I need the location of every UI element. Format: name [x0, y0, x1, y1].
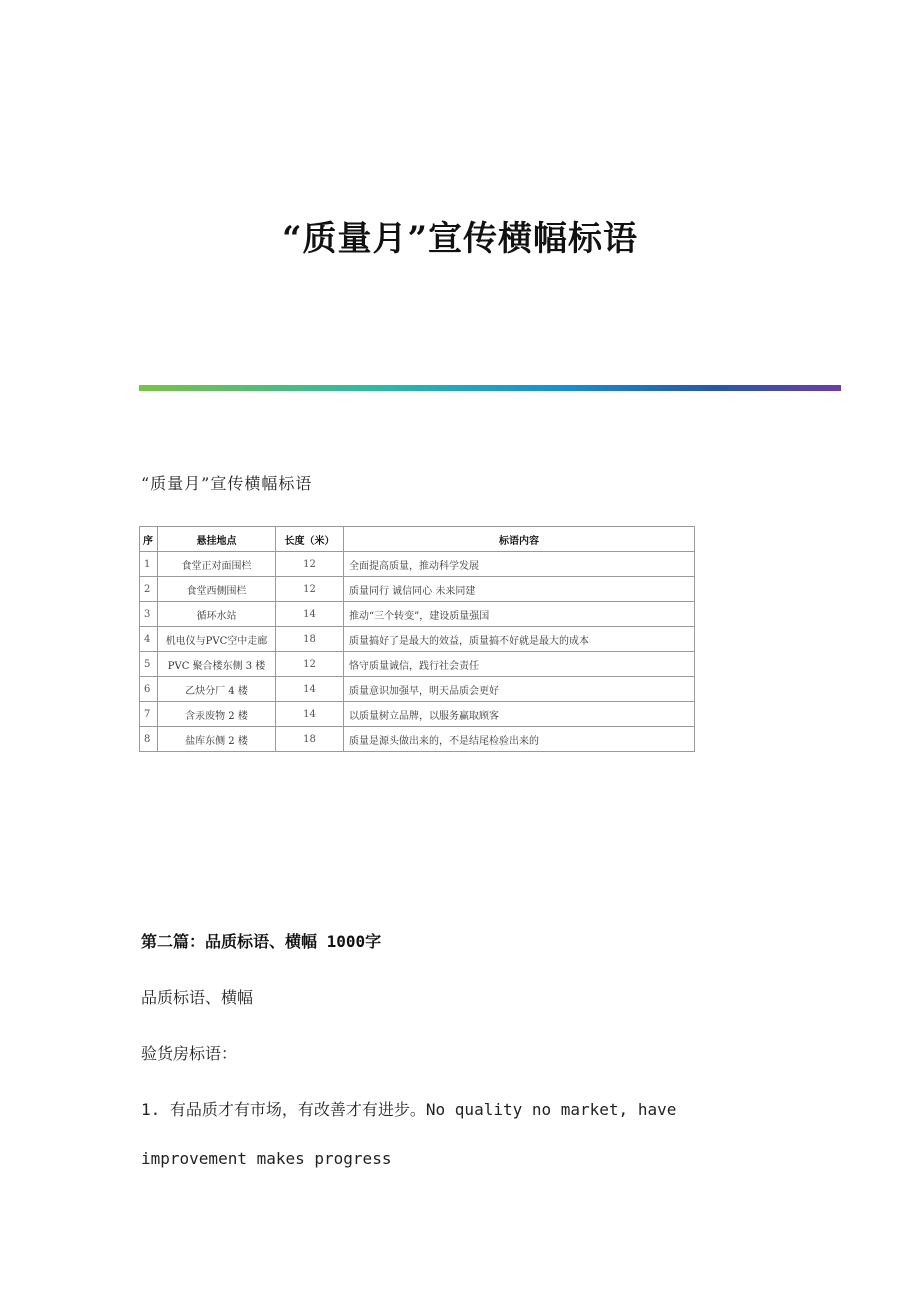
cell-seq: 4: [140, 627, 158, 652]
cell-content: 恪守质量诚信，践行社会责任: [344, 652, 695, 677]
cell-seq: 8: [140, 727, 158, 752]
table-row: [140, 577, 695, 602]
document-subtitle: “质量月”宣传横幅标语: [141, 474, 313, 493]
paragraph-line: 验货房标语：: [141, 1044, 238, 1063]
cell-seq: 3: [140, 602, 158, 627]
cell-length: 18: [276, 727, 344, 752]
cell-location: 循环水站: [158, 602, 276, 627]
cell-location: 食堂西侧围栏: [158, 577, 276, 602]
table-row: [140, 627, 695, 652]
paragraph-line: 品质标语、横幅: [141, 988, 254, 1007]
cell-seq: 7: [140, 702, 158, 727]
cell-content: 质量是源头做出来的，不是结尾检验出来的: [344, 727, 695, 752]
cell-location: 含汞废物 2 楼: [158, 702, 276, 727]
table-row: [140, 602, 695, 627]
paragraph-line: 1. 有品质才有市场，有改善才有进步。No quality no market, have: [141, 1100, 677, 1119]
table-row: [140, 552, 695, 577]
cell-length: 14: [276, 677, 344, 702]
cell-length: 14: [276, 702, 344, 727]
page-title: “质量月”宣传横幅标语: [281, 219, 639, 259]
section-heading: 第二篇：品质标语、横幅 1000字: [141, 932, 382, 951]
cell-location: 食堂正对面围栏: [158, 552, 276, 577]
cell-location: PVC 聚合楼东侧 3 楼: [158, 652, 276, 677]
paragraph-line: improvement makes progress: [141, 1149, 392, 1168]
cell-length: 18: [276, 627, 344, 652]
header-location: 悬挂地点: [158, 527, 276, 552]
cell-length: 12: [276, 577, 344, 602]
cell-seq: 2: [140, 577, 158, 602]
cell-location: 机电仪与PVC空中走廊: [158, 627, 276, 652]
table-header-row: [140, 527, 695, 552]
table-row: [140, 652, 695, 677]
cell-location: 盐库东侧 2 楼: [158, 727, 276, 752]
cell-length: 14: [276, 602, 344, 627]
cell-content: 质量同行 诚信同心 未来同建: [344, 577, 695, 602]
banner-slogan-table: [139, 526, 695, 752]
table-row: [140, 702, 695, 727]
header-length: 长度（米）: [276, 527, 344, 552]
cell-location: 乙炔分厂 4 楼: [158, 677, 276, 702]
cell-seq: 6: [140, 677, 158, 702]
cell-content: 全面提高质量，推动科学发展: [344, 552, 695, 577]
cell-content: 推动“三个转变”，建设质量强国: [344, 602, 695, 627]
table-row: [140, 677, 695, 702]
cell-length: 12: [276, 652, 344, 677]
cell-content: 质量意识加强早，明天品质会更好: [344, 677, 695, 702]
header-content: 标语内容: [344, 527, 695, 552]
cell-seq: 5: [140, 652, 158, 677]
cell-length: 12: [276, 552, 344, 577]
cell-seq: 1: [140, 552, 158, 577]
cell-content: 以质量树立品牌，以服务赢取顾客: [344, 702, 695, 727]
gradient-divider: [139, 385, 841, 391]
cell-content: 质量搞好了是最大的效益，质量搞不好就是最大的成本: [344, 627, 695, 652]
header-seq: 序: [140, 527, 158, 552]
table-row: [140, 727, 695, 752]
